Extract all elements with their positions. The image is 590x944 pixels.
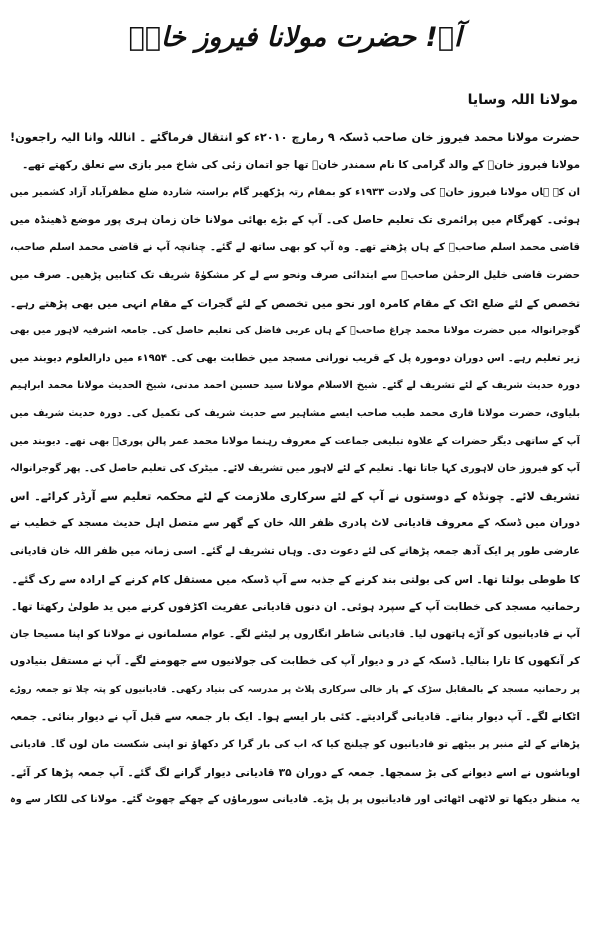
body-line: یہ منظر دیکھا تو لاٹھی اٹھائی اور قادیانیوں پر پل پڑے۔ قادیانی سورماؤں کے چھکے چھوٹ گئے۔ مولانا کی للکار سے وہ <box>10 794 580 806</box>
body-line: آپ نے قادیانیوں کو آڑے ہاتھوں لیا۔ قادیانی شاطر انگاروں پر لیٹنے لگے۔ عوام مسلمانوں نے مولانا کو اپنا مسیحا جان <box>10 628 580 640</box>
body-line: دوران میں ڈسکہ کے معروف قادیانی لاٹ پادری ظفر اللہ خان کے گھر سے متصل اہل حدیث مسجد کے خطیب نے <box>10 517 580 530</box>
body-line: بلیاوی، حضرت مولانا قاری محمد طیب صاحب ایسے مشاہیر سے حدیث شریف کی تکمیل کی۔ دورہ حدیث شریف میں <box>10 407 580 419</box>
body-line: عارضی طور پر ایک آدھ جمعہ پڑھانے کی لئے دعوت دی۔ وہاں تشریف لے گئے۔ اسی زمانہ میں ظفر اللہ خان قادیانی <box>10 545 580 557</box>
body-line: کر آنکھوں کا تارا بنالیا۔ ڈسکہ کے در و دیوار آپ کی خطابت کی جولانیوں سے جھومنے لگے۔ آپ نے مستقل بنیادوں <box>10 655 580 668</box>
body-line: پڑھانے کے لئے منبر پر بیٹھے تو قادیانیوں کو چیلنج کیا کہ اب کی بار گرا کر دکھاؤ تو اپنی شکست مان لوں گا۔ قادیانی <box>10 739 580 751</box>
body-line: مولانا فیروز خانؒ کے والد گرامی کا نام سمندر خانؒ تھا جو اتمان زئی کی شاخ میر بازی سے تعلق رکھتے تھے۔ <box>22 158 580 171</box>
body-line: پر رحمانیہ مسجد کے بالمقابل سڑک کے پار خالی سرکاری پلاٹ پر مدرسہ کی بنیاد رکھی۔ قادیانیوں کو پتہ چلا تو جمعہ روڑے <box>10 683 580 695</box>
article-title: آہ! حضرت مولانا فیروز خانؒ <box>128 22 462 53</box>
body-line: قاضی محمد اسلم صاحبؒ کے ہاں پڑھتے تھے۔ وہ آپ کو بھی ساتھ لے گئے۔ چنانچہ آپ نے قاضی محمد اسلم صاحب، <box>10 242 580 254</box>
body-line: اٹکانے لگے۔ آپ دیوار بناتے۔ قادیانی گرادیتے۔ کئی بار ایسے ہوا۔ ایک بار جمعہ سے قبل آپ نے دیوار بنائی۔ جمعہ <box>10 710 580 724</box>
body-line: زیر تعلیم رہے۔ اس دوران دومورہ پل کے قریب نورانی مسجد میں خطابت بھی کی۔ ۱۹۵۴ء میں دارالعلوم دیوبند میں <box>10 352 580 364</box>
body-line: رحمانیہ مسجد کی خطابت آپ کے سپرد ہوئی۔ ان دنوں قادیانی عفریت اکڑفوں کرنے میں ید طولیٰ رکھتا تھا۔ <box>11 600 580 614</box>
body-line: آپ کے ساتھی دیگر حضرات کے علاوہ تبلیغی جماعت کے معروف رہنما مولانا محمد عمر پالن پوریؒ بھی تھے۔ دیوبند میں <box>10 435 580 447</box>
body-line: کا طوطی بولتا تھا۔ اس کی بولتی بند کرنے کے جذبہ سے آپ ڈسکہ میں مستقل کام کرنے کے ارادہ سے رک گئے۔ <box>11 572 580 586</box>
body-line: ان کے ہاں مولانا فیروز خانؒ کی ولادت ۱۹۳۳ء کو بمقام رتہ پڑکھیر گام براستہ شاردہ ضلع مظفرآباد آزاد کشمیر میں <box>10 187 580 199</box>
author-name: مولانا اللہ وسایا <box>467 92 578 108</box>
body-line: تشریف لائے۔ چونڈہ کے دوستوں نے آپ کے لئے سرکاری ملازمت کے لئے محکمہ تعلیم سے آرڈر کرائے۔ اس <box>10 489 580 503</box>
body-line: اوباشوں نے اسے دیوانے کی بڑ سمجھا۔ جمعہ کے دوران ۳۵ قادیانی دیوار گرانے لگ گئے۔ آپ جمعہ پڑھا کر آئے۔ <box>10 765 580 779</box>
body-line: تخصص کے لئے ضلع اٹک کے مقام کامرہ اور نحو میں تخصص کے لئے گجرات کے مقام انہی میں بھی پڑھتے رہے۔ <box>10 296 580 310</box>
body-line: دورہ حدیث شریف کے لئے تشریف لے گئے۔ شیخ الاسلام مولانا سید حسین احمد مدنی، شیخ الحدیث مولانا محمد ابراہیم <box>10 380 580 392</box>
body-line: حضرت قاضی خلیل الرحمٰن صاحبؒ سے ابتدائی صرف ونحو سے لے کر مشکوٰۃ شریف تک کتابیں پڑھیں۔ صرف میں <box>10 269 580 281</box>
body-line: آپ کو فیروز خان لاہوری کہا جاتا تھا۔ تعلیم کے لئے لاہور میں تشریف لائے۔ میٹرک کی تعلیم حاصل کی۔ پھر گوجرانوالہ <box>10 463 580 475</box>
body-line: گوجرانوالہ میں حضرت مولانا محمد چراغ صاحبؒ کے ہاں عربی فاضل کی تعلیم حاصل کی۔ جامعہ اشرفیہ لاہور میں بھی <box>10 325 580 337</box>
article-body <box>10 124 580 814</box>
body-line: حضرت مولانا محمد فیروز خان صاحب ڈسکہ ۹ رمارچ ۲۰۱۰ء کو انتقال فرماگئے ۔ اناللہ وانا الیہ راجعون! <box>10 131 580 144</box>
body-line: ہوئی۔ کھرگام میں پرائمری تک تعلیم حاصل کی۔ آپ کے بڑے بھائی مولانا خان زمان ہری پور موضع ڈھینڈہ میں <box>10 213 580 226</box>
